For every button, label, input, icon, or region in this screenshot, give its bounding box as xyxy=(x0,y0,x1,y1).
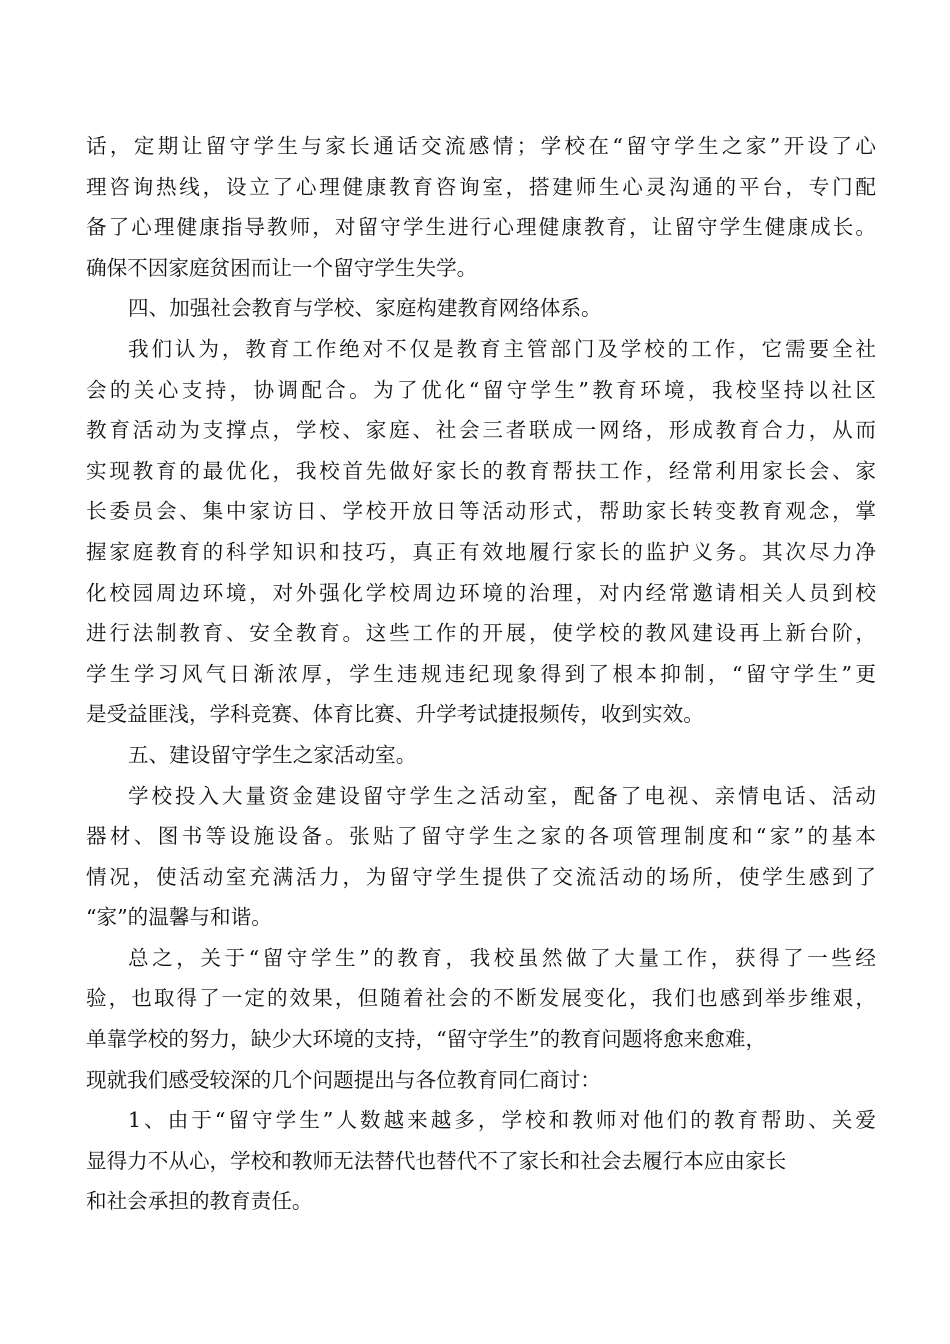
text-line: 理咨询热线，设立了心理健康教育咨询室，搭建师生心灵沟通的平台，专门配 xyxy=(86,174,876,199)
text-line: 我们认为，教育工作绝对不仅是教育主管部门及学校的工作，它需要全社 xyxy=(128,336,876,361)
text-line: 实现教育的最优化，我校首先做好家长的教育帮扶工作，经常利用家长会、家 xyxy=(86,458,876,483)
text-line: 握家庭教育的科学知识和技巧，真正有效地履行家长的监护义务。其次尽力净 xyxy=(86,539,876,564)
text-line: 是受益匪浅，学科竞赛、体育比赛、升学考试捷报频传，收到实效。 xyxy=(86,702,704,727)
text-line: 单靠学校的努力，缺少大环境的支持，“留守学生”的教育问题将愈来愈难， xyxy=(86,1027,767,1052)
text-line: 总之，关于“留守学生”的教育，我校虽然做了大量工作，获得了一些经 xyxy=(128,945,876,970)
document-body xyxy=(86,126,876,1222)
text-line: 情况，使活动室充满活力，为留守学生提供了交流活动的场所，使学生感到了 xyxy=(86,864,876,889)
text-line: 确保不因家庭贫困而让一个留守学生失学。 xyxy=(86,255,478,280)
text-line: 教育活动为支撑点，学校、家庭、社会三者联成一网络，形成教育合力，从而 xyxy=(86,418,876,443)
text-line: 长委员会、集中家访日、学校开放日等活动形式，帮助家长转变教育观念，掌 xyxy=(86,499,876,524)
text-line: 备了心理健康指导教师，对留守学生进行心理健康教育，让留守学生健康成长。 xyxy=(86,215,876,240)
text-line: 显得力不从心，学校和教师无法替代也替代不了家长和社会去履行本应由家长 xyxy=(86,1148,787,1173)
text-line: 1、由于“留守学生”人数越来越多，学校和教师对他们的教育帮助、关爱 xyxy=(128,1108,876,1133)
text-line: 话，定期让留守学生与家长通话交流感情；学校在“留守学生之家”开设了心 xyxy=(86,134,876,158)
text-line: 器材、图书等设施设备。张贴了留守学生之家的各项管理制度和“家”的基本 xyxy=(86,824,876,849)
text-line: 学校投入大量资金建设留守学生之活动室，配备了电视、亲情电话、活动 xyxy=(128,783,876,808)
text-line: “家”的温馨与和谐。 xyxy=(86,905,272,930)
text-line: 四、加强社会教育与学校、家庭构建教育网络体系。 xyxy=(128,296,602,321)
text-line: 现就我们感受较深的几个问题提出与各位教育同仁商讨： xyxy=(86,1067,601,1092)
text-line: 验，也取得了一定的效果，但随着社会的不断发展变化，我们也感到举步维艰， xyxy=(86,986,876,1011)
text-line: 五、建设留守学生之家活动室。 xyxy=(128,742,417,767)
text-line: 化校园周边环境，对外强化学校周边环境的治理，对内经常邀请相关人员到校 xyxy=(86,580,876,605)
text-line: 和社会承担的教育责任。 xyxy=(86,1189,313,1214)
text-line: 进行法制教育、安全教育。这些工作的开展，使学校的教风建设再上新台阶， xyxy=(86,621,876,646)
text-line: 学生学习风气日渐浓厚，学生违规违纪现象得到了根本抑制，“留守学生”更 xyxy=(86,661,876,686)
text-line: 会的关心支持，协调配合。为了优化“留守学生”教育环境，我校坚持以社区 xyxy=(86,377,876,402)
